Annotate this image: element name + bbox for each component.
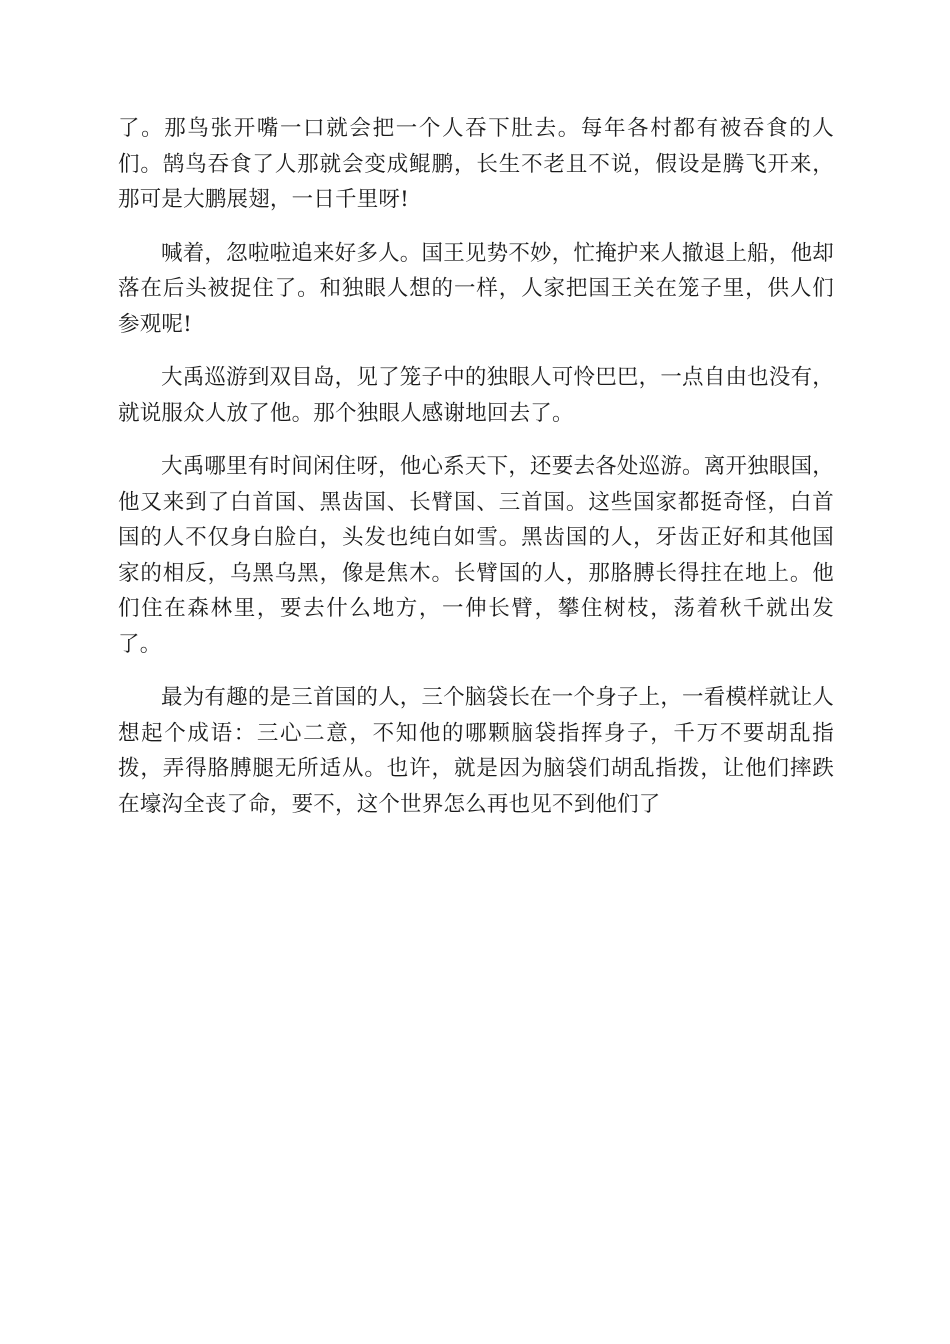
paragraph-4: 大禹哪里有时间闲住呀，他心系天下，还要去各处巡游。离开独眼国，他又来到了白首国、黑齿国、长臂国、三首国。这些国家都挺奇怪，白首国的人不仅身白脸白，头发也纯白如雪。黑齿国的人，牙齿正好和其他国家的相反，乌黑乌黑，像是焦木。长臂国的人，那胳膊长得拄在地上。他们住在森林里，要去什么地方，一伸长臂，攀住树枝，荡着秋千就出发了。 — [118, 454, 834, 657]
document-body — [118, 111, 834, 840]
paragraph-3: 大禹巡游到双目岛，见了笼子中的独眼人可怜巴巴，一点自由也没有，就说服众人放了他。那个独眼人感谢地回去了。 — [118, 365, 834, 426]
paragraph-2: 喊着，忽啦啦追来好多人。国王见势不妙，忙掩护来人撤退上船，他却落在后头被捉住了。和独眼人想的一样，人家把国王关在笼子里，供人们参观呢! — [118, 240, 834, 337]
paragraph-5: 最为有趣的是三首国的人，三个脑袋长在一个身子上，一看模样就让人想起个成语：三心二意，不知他的哪颗脑袋指挥身子，千万不要胡乱指拨，弄得胳膊腿无所适从。也许，就是因为脑袋们胡乱指拨，让他们摔跌在壕沟全丧了命，要不，这个世界怎么再也见不到他们了 — [118, 685, 834, 817]
paragraph-1: 了。那鸟张开嘴一口就会把一个人吞下肚去。每年各村都有被吞食的人们。鹄鸟吞食了人那就会变成鲲鹏，长生不老且不说，假设是腾飞开来，那可是大鹏展翅，一日千里呀! — [118, 116, 834, 212]
